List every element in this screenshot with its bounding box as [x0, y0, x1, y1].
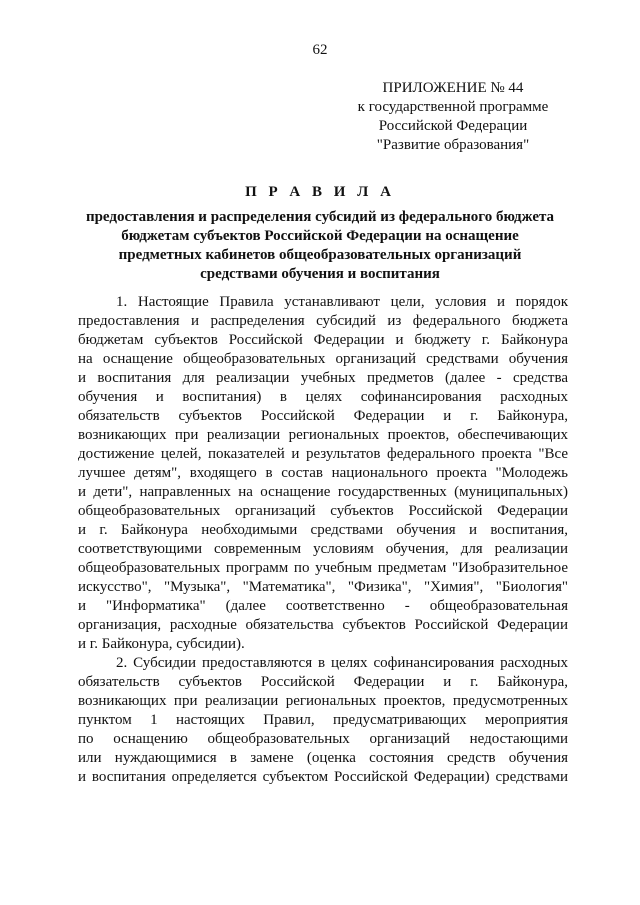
document-subtitle	[70, 208, 570, 284]
paragraph-2-line: по оснащению общеобразовательных организаций недостающими	[78, 731, 568, 747]
paragraph-2-line: возникающих при реализации региональных проектов, предусмотренных	[78, 693, 568, 709]
paragraph-1-line: и "Информатика" (далее соответственно - общеобразовательная	[78, 598, 568, 614]
paragraph-1-line: лучшее детям", входящего в состав национального проекта "Молодежь	[78, 465, 568, 481]
paragraph-1-line: организация, расходные обязательства субъектов Российской Федерации	[78, 617, 568, 633]
paragraph-1-line: соответствующими современным условиям обучения, для реализации	[78, 541, 568, 557]
body-text	[78, 293, 568, 787]
subtitle-line: средствами обучения и воспитания	[200, 266, 440, 282]
appendix-line: Российской Федерации	[378, 118, 528, 134]
paragraph-1-line: и г. Байконура необходимыми средствами обучения и воспитания,	[78, 522, 568, 538]
subtitle-line: предоставления и распределения субсидий из федерального бюджета	[85, 209, 555, 225]
document-title: П Р А В И Л А	[245, 184, 395, 200]
paragraph-1-line: возникающих при реализации региональных проектов, обеспечивающих	[78, 427, 568, 443]
appendix-line: к государственной программе	[357, 99, 549, 115]
paragraph-1-line: бюджетам субъектов Российской Федерации и бюджету г. Байконура	[78, 332, 568, 348]
appendix-line: ПРИЛОЖЕНИЕ № 44	[382, 80, 524, 96]
paragraph-1-line: и г. Байконура, субсидии).	[78, 636, 245, 652]
paragraph-1-line: на оснащение общеобразовательных организаций средствами обучения	[78, 351, 568, 367]
paragraph-1-line: общеобразовательных организаций субъектов Российской Федерации	[78, 503, 568, 519]
subtitle-line: предметных кабинетов общеобразовательных организаций	[118, 247, 522, 263]
paragraph-2-line: и воспитания определяется субъектом Российской Федерации) средствами	[78, 769, 568, 785]
paragraph-1-line: достижение целей, показателей и результатов федерального проекта "Все	[78, 446, 568, 462]
paragraph-2-line: пунктом 1 настоящих Правил, предусматривающих мероприятия	[78, 712, 568, 728]
paragraph-1-line: искусство", "Музыка", "Математика", "Физика", "Химия", "Биология"	[78, 579, 568, 595]
paragraph-2-line: 2. Субсидии предоставляются в целях софинансирования расходных	[116, 655, 568, 671]
paragraph-2-line: или нуждающимися в замене (оценка состояния средств обучения	[78, 750, 568, 766]
paragraph-1-line: предоставления и распределения субсидий из федерального бюджета	[78, 313, 568, 329]
appendix-line: "Развитие образования"	[376, 137, 530, 153]
paragraph-1-line: обучения и воспитания) в целях софинансирования расходных	[78, 389, 568, 405]
appendix-header	[338, 79, 568, 155]
paragraph-1-line: общеобразовательных программ по учебным предметам "Изобразительное	[78, 560, 568, 576]
paragraph-1-line: и дети", направленных на оснащение государственных (муниципальных)	[78, 484, 568, 500]
paragraph-2-line: обязательств субъектов Российской Федерации и г. Байконура,	[78, 674, 568, 690]
page-number: 62	[312, 42, 328, 58]
paragraph-1-line: обязательств субъектов Российской Федерации и г. Байконура,	[78, 408, 568, 424]
paragraph-1-line: 1. Настоящие Правила устанавливают цели, условия и порядок	[116, 294, 568, 310]
paragraph-1-line: и воспитания для реализации учебных предметов (далее - средства	[78, 370, 568, 386]
subtitle-line: бюджетам субъектов Российской Федерации на оснащение	[121, 228, 519, 244]
